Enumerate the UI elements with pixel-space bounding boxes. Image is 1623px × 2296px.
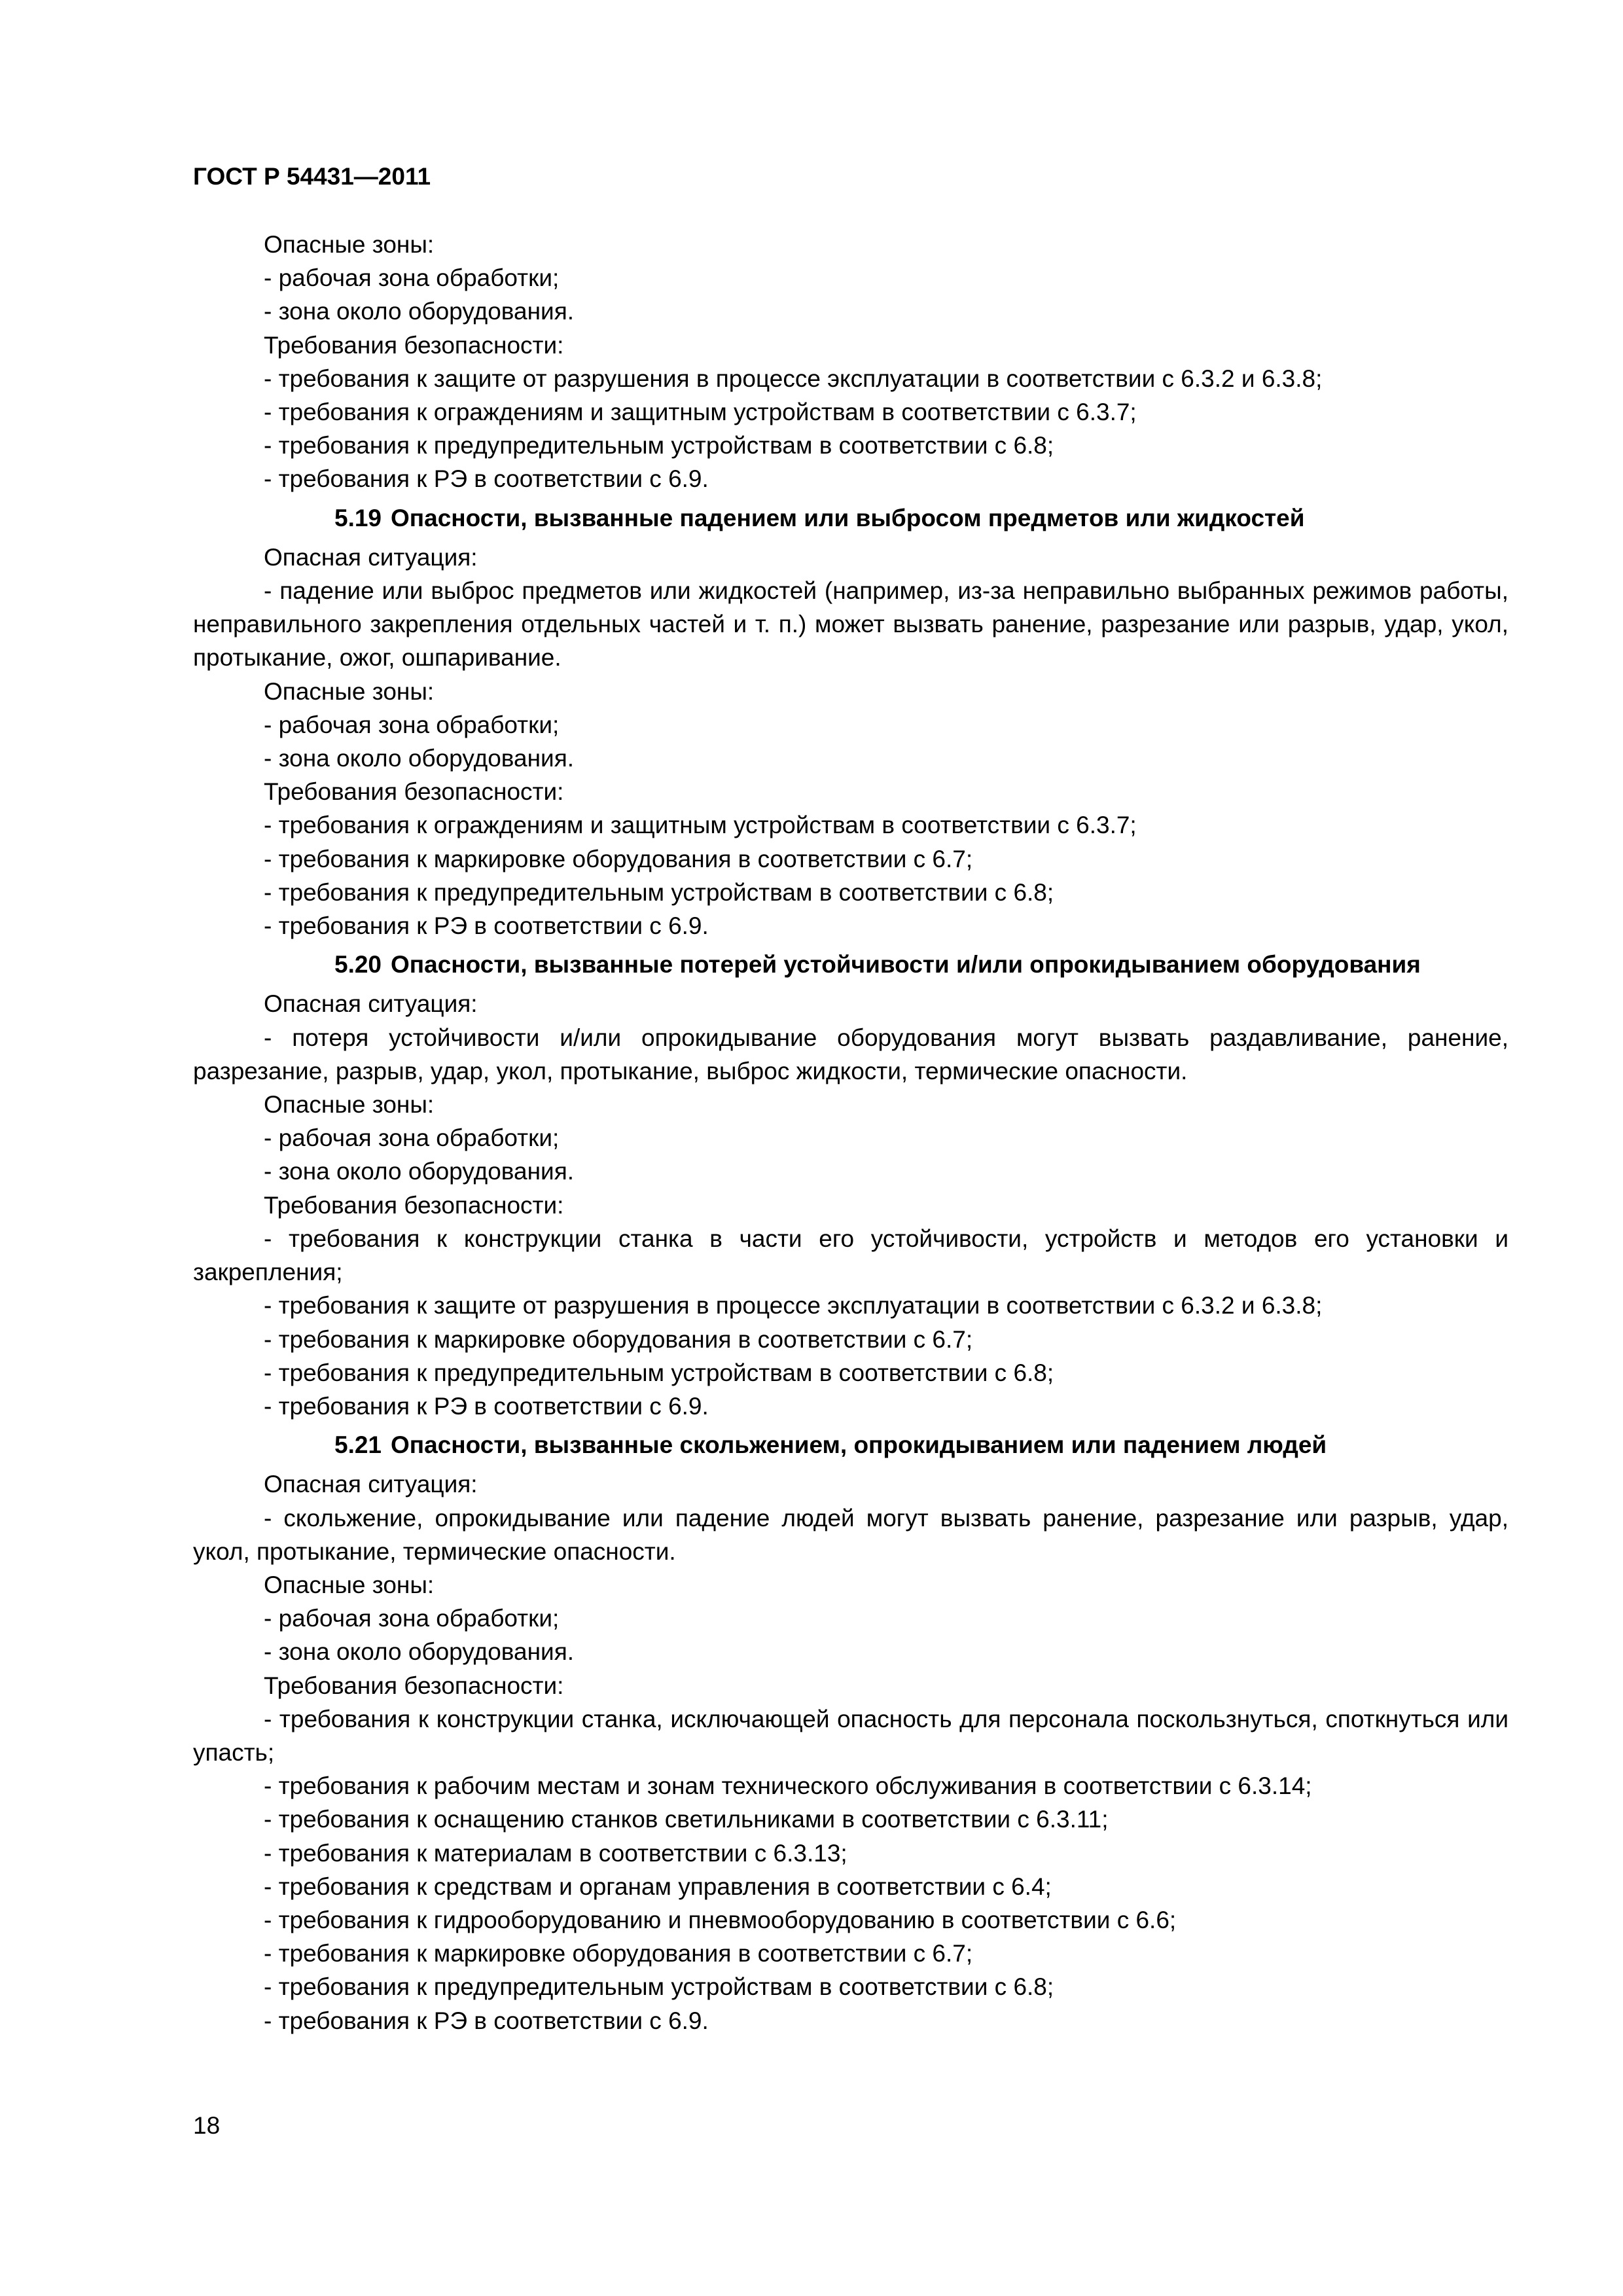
zone-item: - рабочая зона обработки;: [264, 1605, 560, 1632]
requirement-item: - требования к ограждениям и защитным устройствам в соответствии с 6.3.7;: [264, 399, 1137, 426]
situation-title: Опасная ситуация:: [264, 990, 478, 1018]
requirement-item: - требования к маркировке оборудования в соответствии с 6.7;: [264, 845, 973, 872]
requirement-item: - требования к конструкции станка в части его устойчивости, устройств и методов его установки и закрепления;: [193, 1225, 1508, 1286]
situation-title: Опасная ситуация:: [264, 1471, 478, 1498]
requirement-item: - требования к ограждениям и защитным устройствам в соответствии с 6.3.7;: [264, 812, 1137, 839]
requirement-item: - требования к оснащению станков светильниками в соответствии с 6.3.11;: [264, 1806, 1109, 1833]
section-heading-5-21: [193, 1428, 1508, 1462]
section-title: Опасности, вызванные потерей устойчивости и/или опрокидыванием оборудования: [391, 951, 1421, 978]
section-number: 5.19: [334, 504, 382, 531]
page-number: 18: [193, 2112, 221, 2139]
zones-title: Опасные зоны:: [264, 1091, 435, 1119]
requirement-item: - требования к предупредительным устройствам в соответствии с 6.8;: [264, 878, 1054, 906]
requirements-title: Требования безопасности:: [264, 1191, 564, 1219]
zone-item: - зона около оборудования.: [264, 1638, 575, 1666]
situation-text: - скольжение, опрокидывание или падение людей могут вызвать ранение, разрезание или разрыв, удар, укол, протыкание, термические опасности.: [193, 1504, 1508, 1565]
requirement-item: - требования к защите от разрушения в процессе эксплуатации в соответствии с 6.3.2 и 6.3.8;: [264, 1292, 1323, 1319]
requirement-item: - требования к РЭ в соответствии с 6.9.: [264, 2007, 709, 2034]
requirement-item: - требования к предупредительным устройствам в соответствии с 6.8;: [264, 1359, 1054, 1386]
requirement-item: - требования к маркировке оборудования в соответствии с 6.7;: [264, 1325, 973, 1353]
zones-title: Опасные зоны:: [264, 231, 435, 258]
section-heading-5-20: [193, 948, 1508, 981]
situation-text: - потеря устойчивости и/или опрокидывание оборудования могут вызвать раздавливание, ранение, разрезание, разрыв, удар, укол, протыкание, выброс жидкости, термические опасности.: [193, 1024, 1508, 1085]
requirement-item: - требования к гидрооборудованию и пневмооборудованию в соответствии с 6.6;: [264, 1906, 1177, 1933]
zone-item: - зона около оборудования.: [264, 298, 575, 325]
zone-item: - рабочая зона обработки;: [264, 1124, 560, 1152]
requirements-title: Требования безопасности:: [264, 331, 564, 359]
requirement-item: - требования к материалам в соответствии с 6.3.13;: [264, 1839, 847, 1867]
document-header: ГОСТ Р 54431—2011: [193, 163, 431, 190]
requirement-item: - требования к РЭ в соответствии с 6.9.: [264, 1392, 709, 1420]
requirements-title: Требования безопасности:: [264, 778, 564, 806]
zone-item: - зона около оборудования.: [264, 1158, 575, 1185]
section-heading-5-19: [193, 501, 1508, 535]
zone-item: - рабочая зона обработки;: [264, 264, 560, 292]
requirements-title: Требования безопасности:: [264, 1672, 564, 1699]
zones-title: Опасные зоны:: [264, 1571, 435, 1598]
section-number: 5.20: [334, 951, 382, 978]
zones-title: Опасные зоны:: [264, 677, 435, 705]
zone-item: - рабочая зона обработки;: [264, 711, 560, 738]
section-title: Опасности, вызванные падением или выбросом предметов или жидкостей: [391, 504, 1305, 531]
situation-text: - падение или выброс предметов или жидкостей (например, из-за неправильно выбранных режимов работы, неправильного закрепления отдельных частей и т. п.) может вызвать ранение, разрезание или разрыв, удар, укол, протыкание, ожог, ошпаривание.: [193, 577, 1508, 672]
requirement-item: - требования к РЭ в соответствии с 6.9.: [264, 465, 709, 493]
requirement-item: - требования к средствам и органам управления в соответствии с 6.4;: [264, 1873, 1052, 1900]
requirement-item: - требования к защите от разрушения в процессе эксплуатации в соответствии с 6.3.2 и 6.3.8;: [264, 365, 1323, 392]
section-number: 5.21: [334, 1431, 382, 1459]
requirement-item: - требования к предупредительным устройствам в соответствии с 6.8;: [264, 1973, 1054, 2001]
zone-item: - зона около оборудования.: [264, 745, 575, 772]
page-body: [193, 228, 1508, 2037]
section-title: Опасности, вызванные скольжением, опрокидыванием или падением людей: [391, 1431, 1327, 1459]
situation-title: Опасная ситуация:: [264, 543, 478, 571]
requirement-item: - требования к маркировке оборудования в соответствии с 6.7;: [264, 1940, 973, 1967]
requirement-item: - требования к предупредительным устройствам в соответствии с 6.8;: [264, 432, 1054, 459]
requirement-item: - требования к рабочим местам и зонам технического обслуживания в соответствии с 6.3.14;: [264, 1772, 1312, 1800]
requirement-item: - требования к РЭ в соответствии с 6.9.: [264, 912, 709, 940]
requirement-item: - требования к конструкции станка, исключающей опасность для персонала поскользнуться, споткнуться или упасть;: [193, 1705, 1508, 1766]
